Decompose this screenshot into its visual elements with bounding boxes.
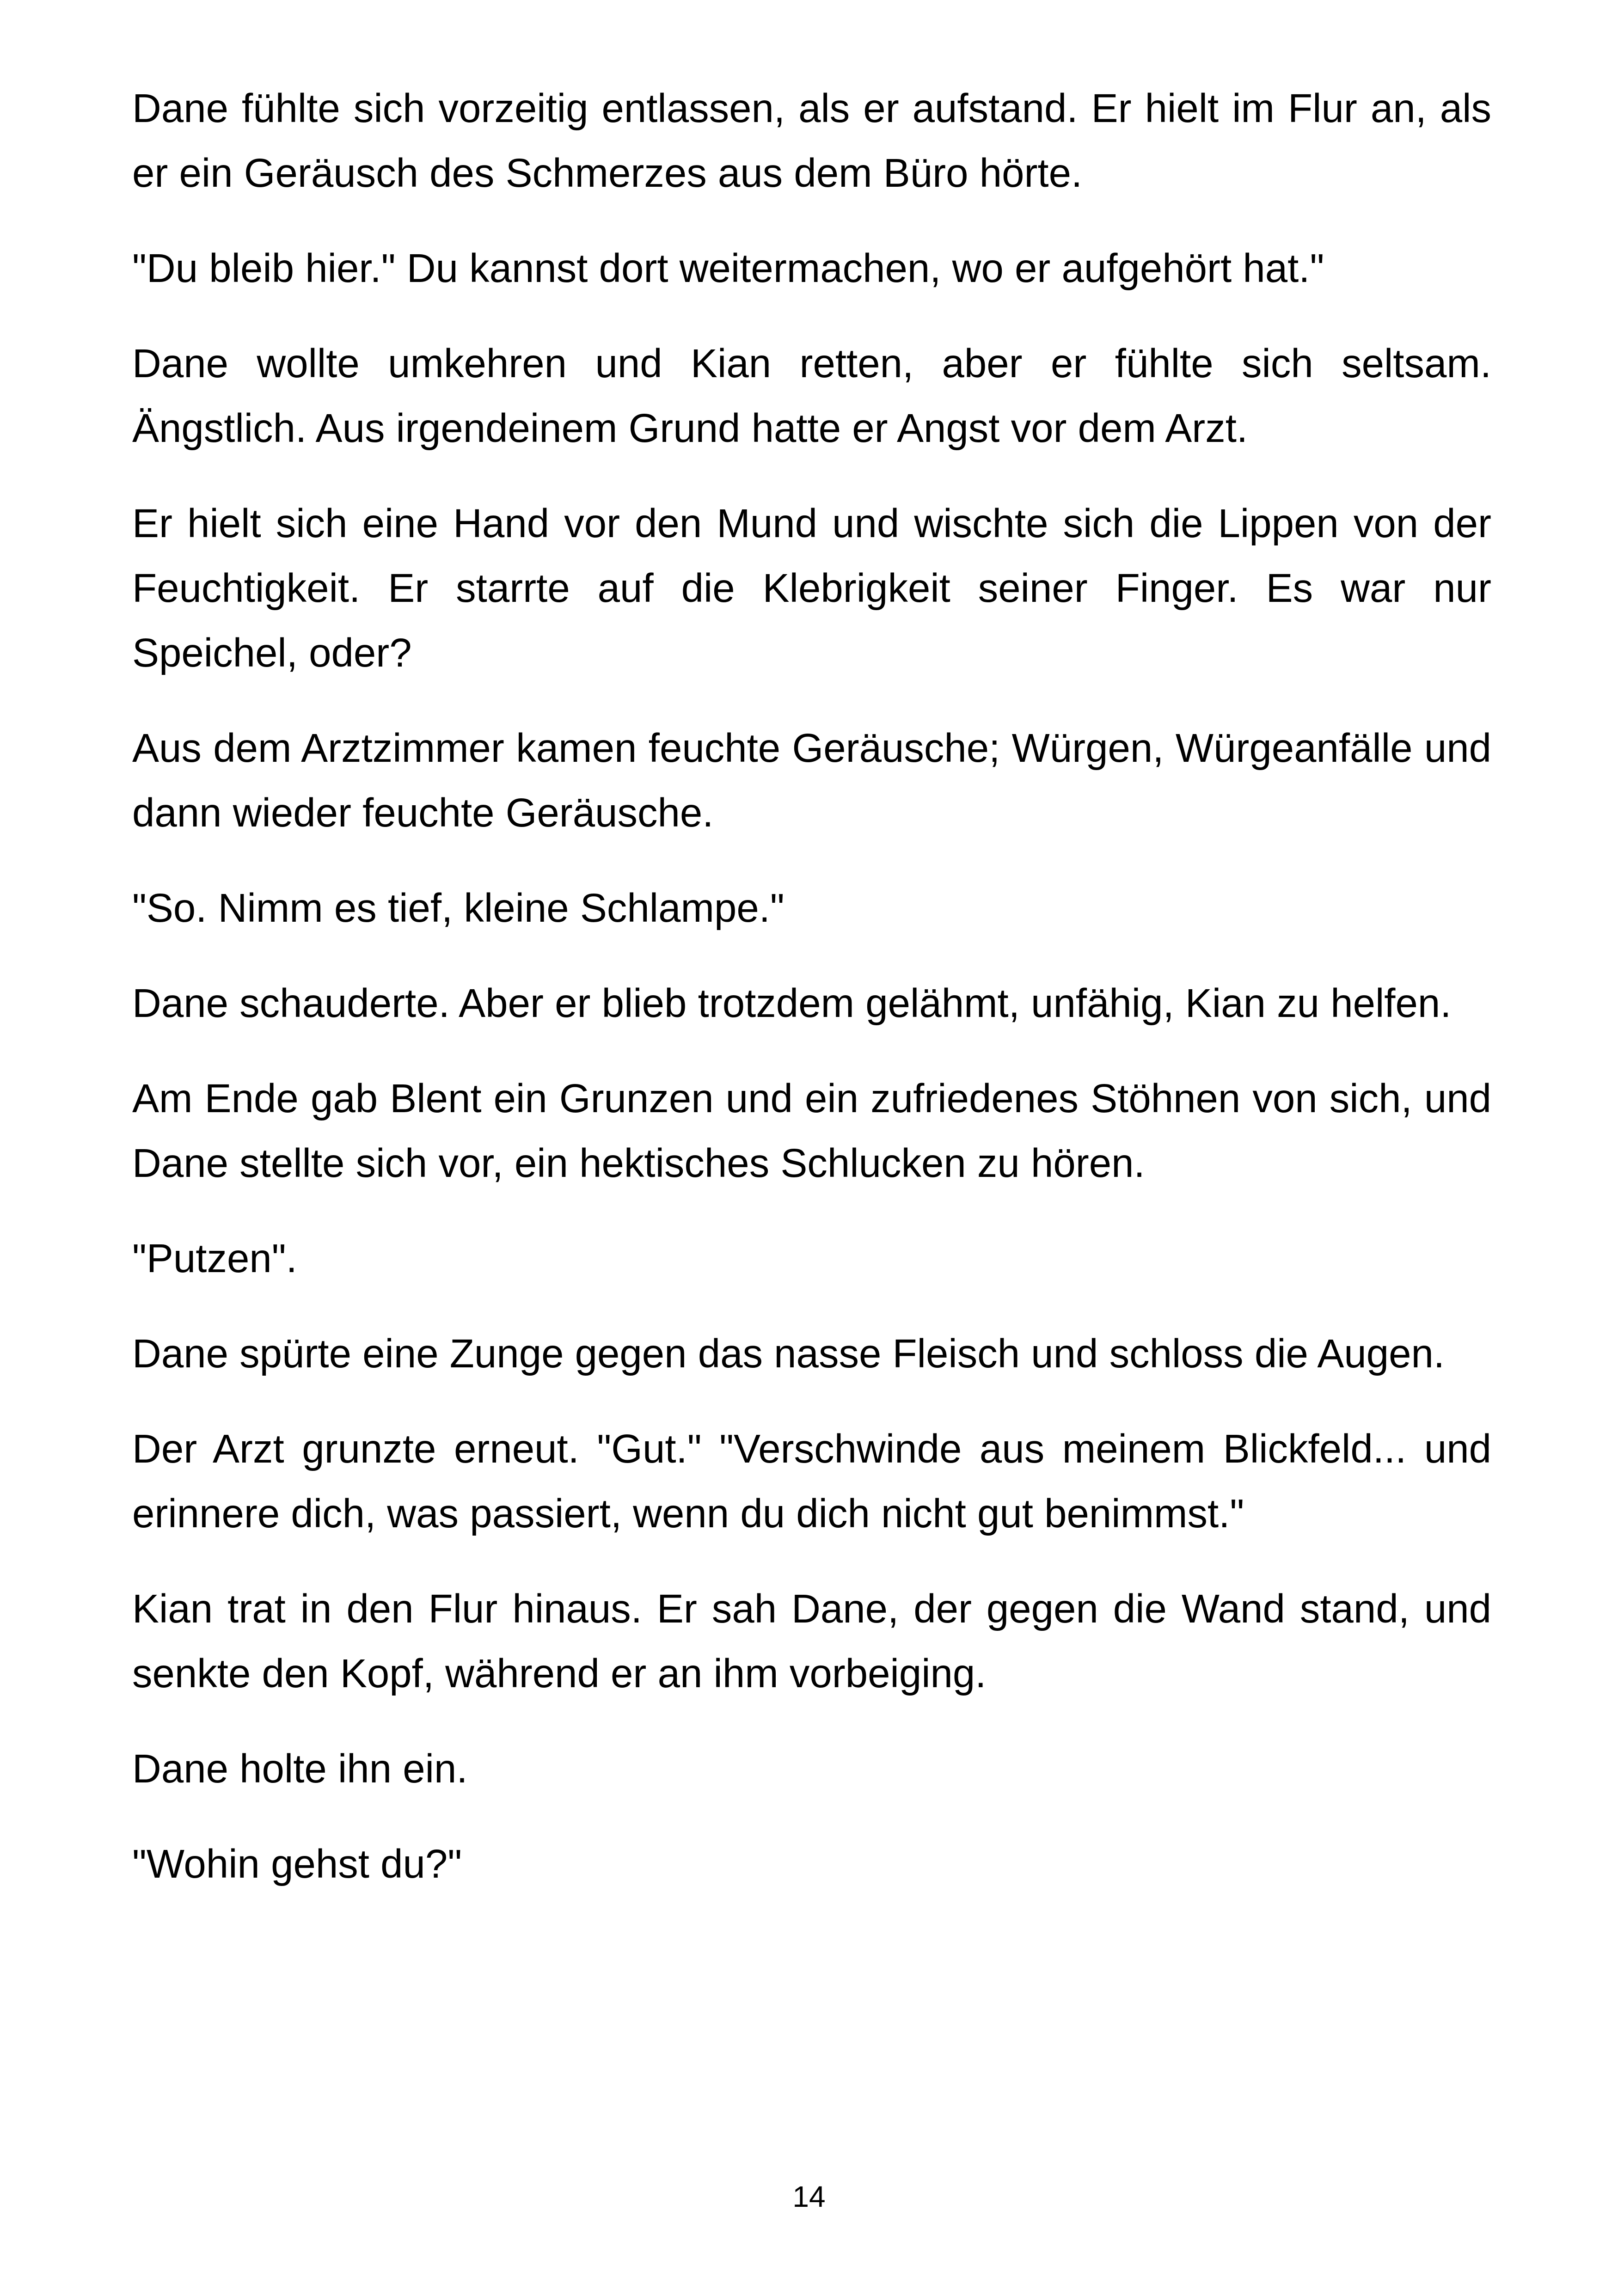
- paragraph: Der Arzt grunzte erneut. "Gut." "Verschwinde aus meinem Blickfeld... und erinnere dich, was passiert, wenn du dich nicht gut benimmst.": [132, 1427, 1491, 1536]
- paragraph: Dane wollte umkehren und Kian retten, aber er fühlte sich seltsam. Ängstlich. Aus irgendeinem Grund hatte er Angst vor dem Arzt.: [132, 341, 1491, 451]
- paragraph: "So. Nimm es tief, kleine Schlampe.": [132, 886, 784, 931]
- paragraph: Aus dem Arztzimmer kamen feuchte Geräusche; Würgen, Würgeanfälle und dann wieder feuchte Geräusche.: [132, 726, 1491, 835]
- paragraph: Dane holte ihn ein.: [132, 1746, 468, 1791]
- paragraph: Dane schauderte. Aber er blieb trotzdem gelähmt, unfähig, Kian zu helfen.: [132, 981, 1452, 1026]
- paragraph: "Wohin gehst du?": [132, 1842, 462, 1886]
- paragraph: Dane spürte eine Zunge gegen das nasse Fleisch und schloss die Augen.: [132, 1331, 1445, 1376]
- paragraph: Dane fühlte sich vorzeitig entlassen, als er aufstand. Er hielt im Flur an, als er ein Geräusch des Schmerzes aus dem Büro hörte.: [132, 86, 1491, 196]
- page-body: [132, 76, 1491, 1927]
- paragraph: "Du bleib hier." Du kannst dort weitermachen, wo er aufgehört hat.": [132, 246, 1324, 291]
- page-number: 14: [792, 2180, 826, 2213]
- paragraph: "Putzen".: [132, 1236, 297, 1281]
- paragraph: Er hielt sich eine Hand vor den Mund und wischte sich die Lippen von der Feuchtigkeit. Er starrte auf die Klebrigkeit seiner Finger. Es war nur Speichel, oder?: [132, 501, 1491, 675]
- paragraph: Kian trat in den Flur hinaus. Er sah Dane, der gegen die Wand stand, und senkte den Kopf, während er an ihm vorbeiging.: [132, 1586, 1491, 1696]
- paragraph: Am Ende gab Blent ein Grunzen und ein zufriedenes Stöhnen von sich, und Dane stellte sich vor, ein hektisches Schlucken zu hören.: [132, 1076, 1491, 1186]
